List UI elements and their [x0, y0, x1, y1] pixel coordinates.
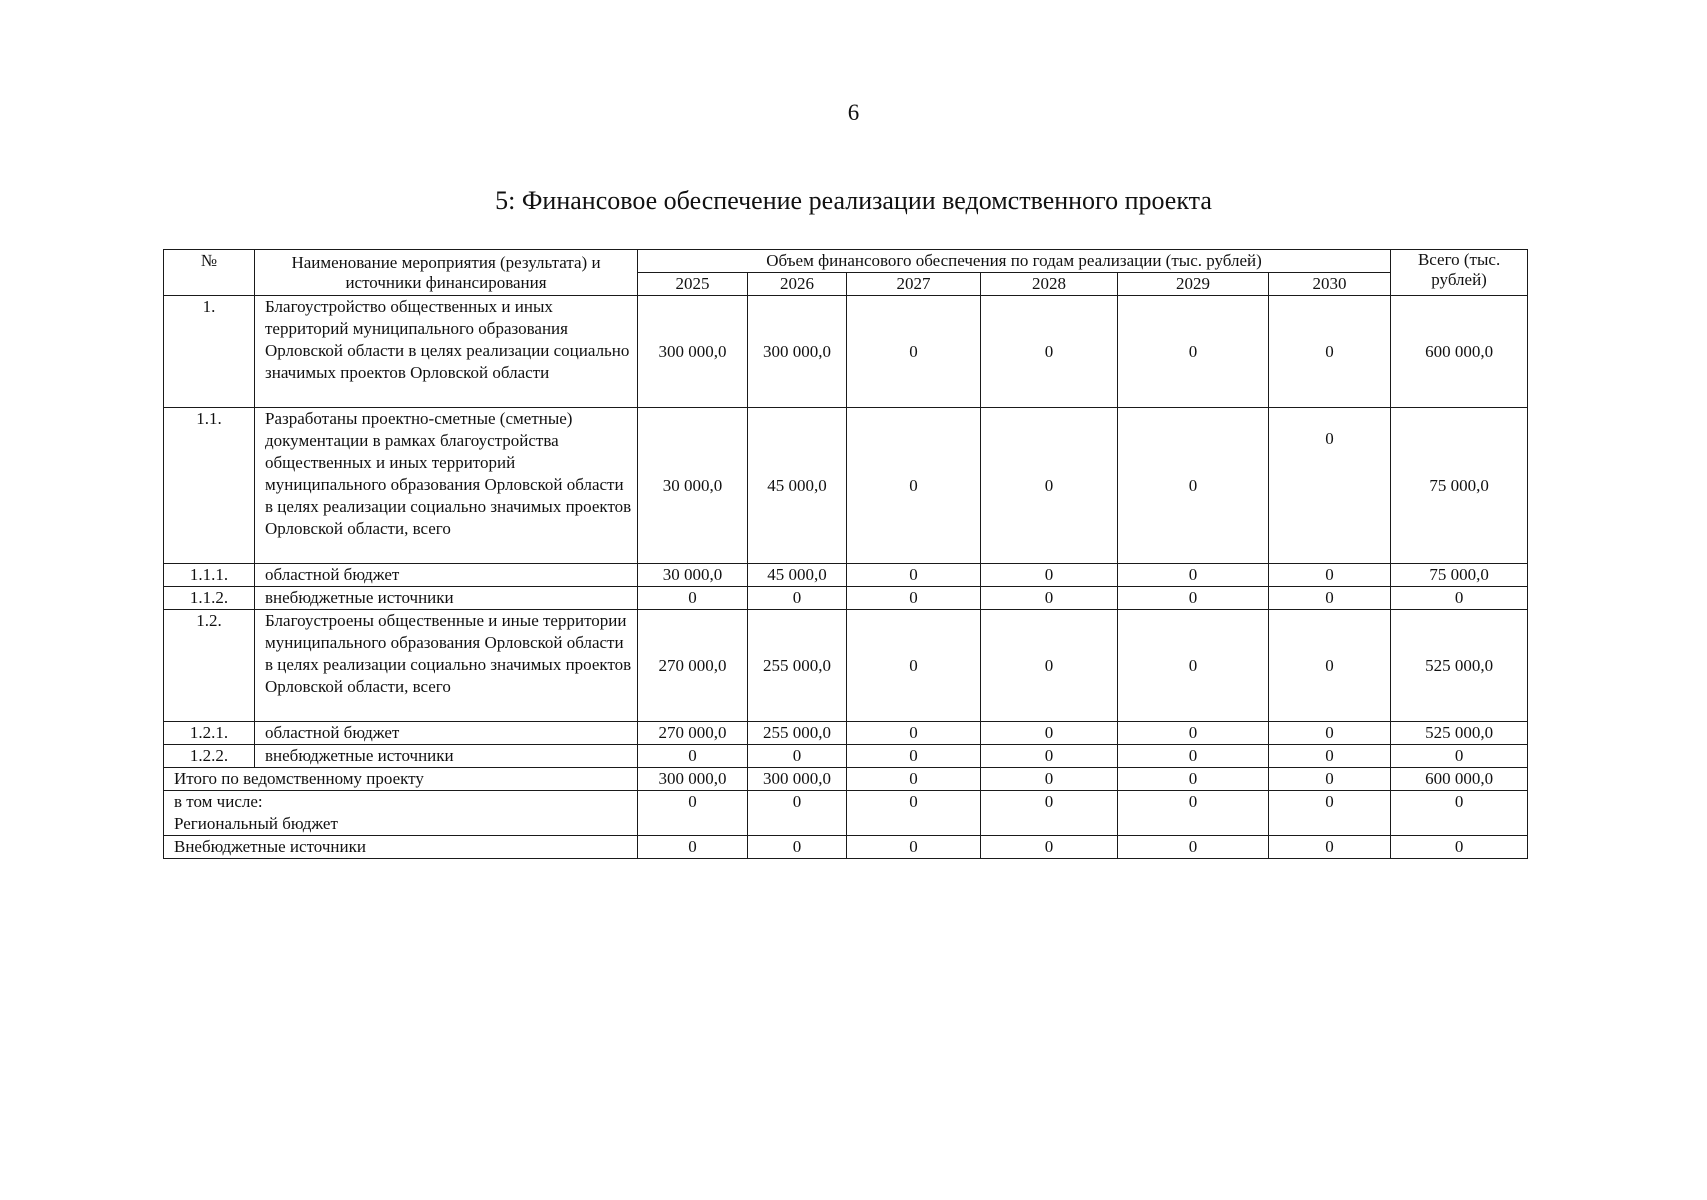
row-value: 0 — [1118, 296, 1269, 408]
row-value: 0 — [748, 745, 847, 768]
row-value: 0 — [981, 296, 1118, 408]
header-total: Всего (тыс. рублей) — [1391, 250, 1528, 296]
summary-label: Внебюджетные источники — [164, 836, 638, 859]
row-name: внебюджетные источники — [255, 587, 638, 610]
row-value: 0 — [748, 587, 847, 610]
row-name: областной бюджет — [255, 722, 638, 745]
summary-value: 0 — [1269, 791, 1391, 836]
row-value: 255 000,0 — [748, 722, 847, 745]
summary-total: 600 000,0 — [1391, 768, 1528, 791]
summary-value: 0 — [847, 791, 981, 836]
row-value: 0 — [847, 296, 981, 408]
row-number: 1.1.2. — [164, 587, 255, 610]
row-number: 1.2. — [164, 610, 255, 722]
row-value: 0 — [981, 610, 1118, 722]
row-value: 0 — [981, 745, 1118, 768]
row-value: 0 — [1269, 408, 1391, 564]
row-value: 0 — [981, 564, 1118, 587]
header-year: 2030 — [1269, 273, 1391, 296]
summary-value: 0 — [1118, 836, 1269, 859]
table-row — [164, 610, 1528, 722]
summary-row — [164, 768, 1528, 791]
row-name: Разработаны проектно-сметные (сметные) документации в рамках благоустройства общественных и иных территорий муниципального образования Орловской области в целях реализации социально значимых проектов Орловской области, всего — [255, 408, 638, 564]
summary-label-line: в том числе: — [174, 792, 263, 811]
table-row — [164, 587, 1528, 610]
summary-total: 0 — [1391, 836, 1528, 859]
row-value: 0 — [847, 722, 981, 745]
summary-row — [164, 836, 1528, 859]
summary-value: 0 — [1118, 791, 1269, 836]
row-value: 0 — [1269, 745, 1391, 768]
summary-label-line: Региональный бюджет — [174, 814, 338, 833]
summary-value: 0 — [638, 836, 748, 859]
header-year: 2029 — [1118, 273, 1269, 296]
row-number: 1.2.2. — [164, 745, 255, 768]
row-value: 270 000,0 — [638, 722, 748, 745]
row-total: 525 000,0 — [1391, 610, 1528, 722]
summary-value: 300 000,0 — [638, 768, 748, 791]
header-year: 2027 — [847, 273, 981, 296]
row-name: внебюджетные источники — [255, 745, 638, 768]
row-value: 255 000,0 — [748, 610, 847, 722]
row-value: 0 — [1269, 610, 1391, 722]
header-volume: Объем финансового обеспечения по годам реализации (тыс. рублей) — [638, 250, 1391, 273]
row-value: 0 — [1269, 564, 1391, 587]
table-row — [164, 564, 1528, 587]
row-name: Благоустройство общественных и иных территорий муниципального образования Орловской области в целях реализации социально значимых проектов Орловской области — [255, 296, 638, 408]
row-value: 45 000,0 — [748, 408, 847, 564]
row-value: 0 — [981, 408, 1118, 564]
row-total: 75 000,0 — [1391, 408, 1528, 564]
summary-row — [164, 791, 1528, 836]
summary-label — [164, 791, 638, 836]
row-total: 75 000,0 — [1391, 564, 1528, 587]
row-value: 0 — [1269, 587, 1391, 610]
summary-value: 0 — [1118, 768, 1269, 791]
summary-value: 0 — [748, 836, 847, 859]
row-number: 1.2.1. — [164, 722, 255, 745]
row-value: 300 000,0 — [638, 296, 748, 408]
summary-value: 0 — [981, 768, 1118, 791]
row-total: 0 — [1391, 745, 1528, 768]
row-value: 0 — [1118, 722, 1269, 745]
row-value: 0 — [1118, 564, 1269, 587]
row-value: 0 — [981, 722, 1118, 745]
financing-table — [163, 249, 1528, 859]
header-year: 2028 — [981, 273, 1118, 296]
row-value: 0 — [847, 408, 981, 564]
row-number: 1. — [164, 296, 255, 408]
summary-value: 0 — [1269, 768, 1391, 791]
summary-value: 300 000,0 — [748, 768, 847, 791]
header-num: № — [164, 250, 255, 296]
row-value: 0 — [847, 610, 981, 722]
row-number: 1.1.1. — [164, 564, 255, 587]
row-total: 0 — [1391, 587, 1528, 610]
table-row — [164, 745, 1528, 768]
row-value: 0 — [1269, 296, 1391, 408]
row-value: 270 000,0 — [638, 610, 748, 722]
summary-value: 0 — [748, 791, 847, 836]
table-row — [164, 408, 1528, 564]
table-row — [164, 722, 1528, 745]
row-value: 0 — [847, 587, 981, 610]
summary-value: 0 — [847, 836, 981, 859]
header-year: 2025 — [638, 273, 748, 296]
row-value: 45 000,0 — [748, 564, 847, 587]
row-value: 30 000,0 — [638, 408, 748, 564]
page-number: 6 — [847, 100, 860, 125]
header-year: 2026 — [748, 273, 847, 296]
header-name: Наименование мероприятия (результата) и источники финансирования — [255, 250, 638, 296]
row-value: 300 000,0 — [748, 296, 847, 408]
row-value: 0 — [847, 564, 981, 587]
row-name: областной бюджет — [255, 564, 638, 587]
summary-value: 0 — [981, 836, 1118, 859]
summary-value: 0 — [981, 791, 1118, 836]
summary-value: 0 — [638, 791, 748, 836]
section-title: 5: Финансовое обеспечение реализации ведомственного проекта — [495, 186, 1212, 215]
row-value: 0 — [1118, 408, 1269, 564]
row-name: Благоустроены общественные и иные территории муниципального образования Орловской области в целях реализации социально значимых проектов Орловской области, всего — [255, 610, 638, 722]
summary-value: 0 — [1269, 836, 1391, 859]
row-value: 0 — [981, 587, 1118, 610]
row-total: 525 000,0 — [1391, 722, 1528, 745]
row-value: 0 — [1118, 587, 1269, 610]
row-value: 0 — [847, 745, 981, 768]
summary-value: 0 — [847, 768, 981, 791]
summary-total: 0 — [1391, 791, 1528, 836]
summary-label: Итого по ведомственному проекту — [164, 768, 638, 791]
row-value: 0 — [1118, 610, 1269, 722]
row-value: 30 000,0 — [638, 564, 748, 587]
row-value: 0 — [1269, 722, 1391, 745]
row-number: 1.1. — [164, 408, 255, 564]
table-row — [164, 296, 1528, 408]
row-value: 0 — [638, 587, 748, 610]
row-value: 0 — [1118, 745, 1269, 768]
row-value: 0 — [638, 745, 748, 768]
row-total: 600 000,0 — [1391, 296, 1528, 408]
